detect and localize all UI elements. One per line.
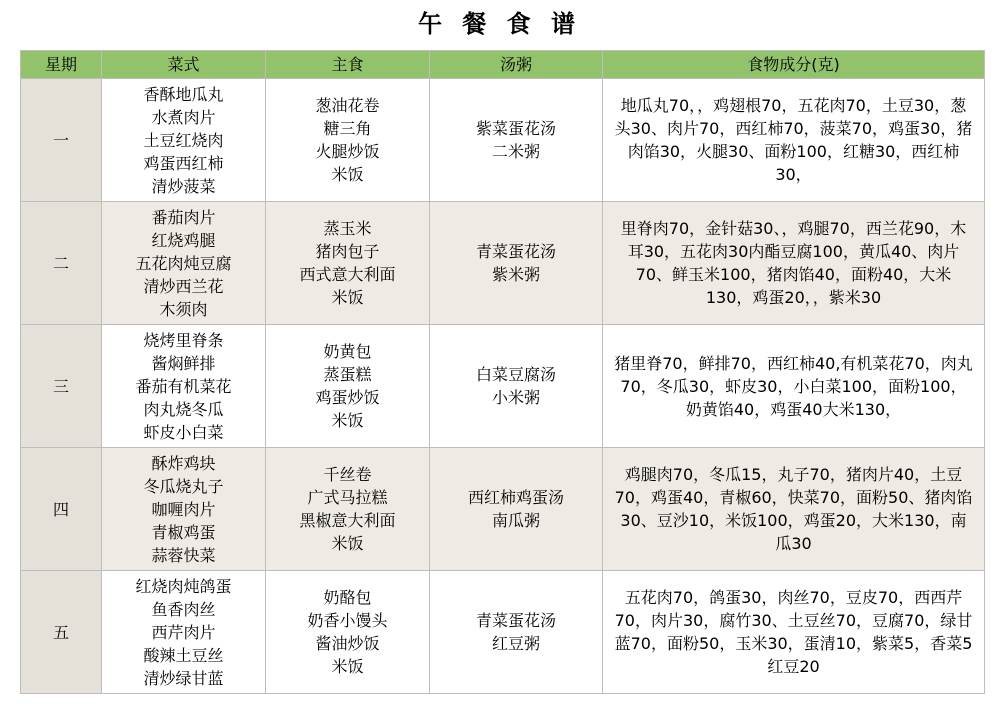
soups-cell [430,325,603,448]
table-row [21,571,985,694]
dish-item: 红烧鸡腿 [151,230,216,250]
dish-item: 西芹肉片 [151,622,216,642]
staple-item: 蒸蛋糕 [323,365,372,384]
dish-item: 番茄肉片 [151,207,216,227]
nutrition-cell: 地瓜丸70，，鸡翅根70，五花肉70，土豆30，葱头30、肉片70，西红柿70，菠菜70，鸡蛋30，猪肉馅30，火腿30、面粉100，红糖30，西红柿30， [603,79,985,202]
soup-item: 南瓜粥 [491,511,540,530]
soups-cell [430,571,603,694]
lunch-menu-table [20,50,985,694]
dishes-cell [102,79,266,202]
dish-item: 清炒菠菜 [151,176,216,196]
dish-item: 冬瓜烧丸子 [143,476,224,496]
dish-item: 酱焖鲜排 [151,353,216,373]
soup-item: 小米粥 [491,388,540,407]
staple-item: 奶黄包 [323,342,372,361]
nutrition-cell: 里脊肉70，金针菇30、，鸡腿70，西兰花90，木耳30，五花肉30内酯豆腐100，黄瓜40、肉片70、鲜玉米100，猪肉馅40，面粉40，大米130，鸡蛋20，，紫米30 [603,202,985,325]
table-row [21,325,985,448]
header-nutrition: 食物成分(克) [603,51,985,79]
dish-item: 五花肉炖豆腐 [135,253,232,273]
soup-item: 二米粥 [491,142,540,161]
staple-item: 广式马拉糕 [307,488,388,507]
dish-item: 虾皮小白菜 [143,422,224,442]
day-cell: 四 [21,448,102,571]
page-title: 午 餐 食 谱 [417,9,582,38]
dish-item: 鸡蛋西红柿 [143,153,224,173]
staple-item: 奶酪包 [323,588,372,607]
soups-cell [430,79,603,202]
staple-item: 米饭 [331,411,364,430]
soup-item: 西红柿鸡蛋汤 [467,488,564,507]
dish-item: 酸辣土豆丝 [143,645,224,665]
header-row [21,51,985,79]
table-header [21,51,985,79]
nutrition-cell: 猪里脊70，鲜排70，西红柿40,有机菜花70，肉丸70，冬瓜30，虾皮30，小白菜100，面粉100，奶黄馅40，鸡蛋40大米130， [603,325,985,448]
dishes-cell [102,571,266,694]
staple-item: 酱油炒饭 [315,634,380,653]
nutrition-cell: 鸡腿肉70，冬瓜15，丸子70，猪肉片40，土豆70，鸡蛋40，青椒60，快菜70，面粉50、猪肉馅30、豆沙10，米饭100，鸡蛋20，大米130，南瓜30 [603,448,985,571]
staple-item: 葱油花卷 [315,96,380,115]
staple-item: 鸡蛋炒饭 [315,388,380,407]
day-cell: 二 [21,202,102,325]
soups-cell [430,202,603,325]
soup-item: 紫米粥 [491,265,540,284]
dish-item: 清炒绿甘蓝 [143,668,224,688]
soup-item: 青菜蛋花汤 [475,611,556,630]
staple-item: 米饭 [331,534,364,553]
soup-item: 青菜蛋花汤 [475,242,556,261]
staples-cell [266,202,430,325]
nutrition-cell: 五花肉70，鸽蛋30，肉丝70，豆皮70，西西芹70，肉片30，腐竹30、土豆丝70，豆腐70，绿甘蓝70，面粉50，玉米30，蛋清10，紫菜5，香菜5红豆20 [603,571,985,694]
dish-item: 木须肉 [159,299,208,319]
dishes-cell [102,448,266,571]
dish-item: 番茄有机菜花 [135,376,232,396]
staples-cell [266,448,430,571]
day-cell: 三 [21,325,102,448]
staples-cell [266,571,430,694]
soup-item: 白菜豆腐汤 [475,365,556,384]
dish-item: 肉丸烧冬瓜 [143,399,224,419]
header-day: 星期 [21,51,102,79]
dish-item: 红烧肉炖鸽蛋 [135,576,232,596]
soup-item: 红豆粥 [491,634,540,653]
header-staples: 主食 [266,51,430,79]
table-row [21,79,985,202]
day-cell: 五 [21,571,102,694]
staple-item: 米饭 [331,165,364,184]
header-soups: 汤粥 [430,51,603,79]
soup-item: 紫菜蛋花汤 [475,119,556,138]
staple-item: 黑椒意大利面 [299,511,396,530]
dish-item: 蒜蓉快菜 [151,545,216,565]
staples-cell [266,325,430,448]
staple-item: 火腿炒饭 [315,142,380,161]
dish-item: 青椒鸡蛋 [151,522,216,542]
header-dishes: 菜式 [102,51,266,79]
soups-cell [430,448,603,571]
staple-item: 米饭 [331,657,364,676]
dishes-cell [102,202,266,325]
dish-item: 鱼香肉丝 [151,599,216,619]
dish-item: 香酥地瓜丸 [143,84,224,104]
staples-cell [266,79,430,202]
dish-item: 酥炸鸡块 [151,453,216,473]
staple-item: 千丝卷 [323,465,372,484]
dish-item: 咖喱肉片 [151,499,216,519]
day-cell: 一 [21,79,102,202]
staple-item: 米饭 [331,288,364,307]
table-row [21,202,985,325]
dish-item: 土豆红烧肉 [143,130,224,150]
dish-item: 烧烤里脊条 [143,330,224,350]
dish-item: 清炒西兰花 [143,276,224,296]
dishes-cell [102,325,266,448]
staple-item: 西式意大利面 [299,265,396,284]
staple-item: 糖三角 [323,119,372,138]
staple-item: 蒸玉米 [323,219,372,238]
staple-item: 奶香小馒头 [307,611,388,630]
dish-item: 水煮肉片 [151,107,216,127]
staple-item: 猪肉包子 [315,242,380,261]
table-row [21,448,985,571]
